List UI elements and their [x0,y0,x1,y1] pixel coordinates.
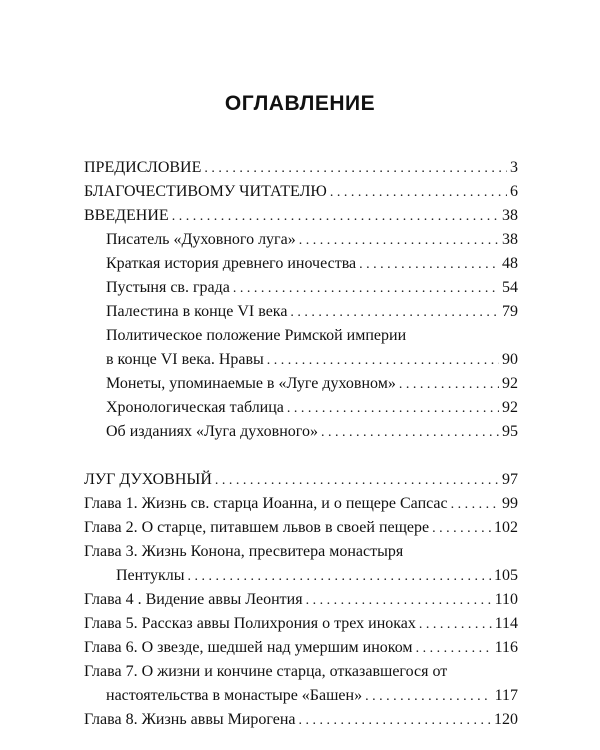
toc-page-number: 3 [510,159,518,176]
toc-chapter[interactable] [84,588,518,612]
dot-leader [233,276,499,301]
toc-page-number: 114 [494,615,518,632]
toc-chapter-line1[interactable] [84,540,518,564]
toc-subentry[interactable] [84,300,518,324]
toc-page-number: 110 [494,591,518,608]
toc-entry-label: Глава 1. Жизнь св. старца Иоанна, и о пещере Сапсас [84,495,448,512]
toc-entry-label: Хронологическая таблица [106,399,284,416]
table-of-contents [84,156,518,732]
toc-entry-label: Монеты, упоминаемые в «Луге духовном» [106,375,396,392]
dot-leader [267,348,499,373]
toc-entry-label: Палестина в конце VI века [106,303,288,320]
toc-page-number: 120 [494,711,518,728]
toc-entry-label: Об изданиях «Луга духовного» [106,423,318,440]
toc-page-number: 38 [502,231,518,248]
dot-leader [419,612,492,637]
toc-subentry[interactable] [84,276,518,300]
dot-leader [330,180,507,205]
toc-chapter[interactable] [84,612,518,636]
toc-entry-label: Глава 4 . Видение аввы Леонтия [84,591,303,608]
dot-leader [299,708,491,733]
dot-leader [416,636,492,661]
dot-leader [365,684,492,709]
toc-chapter[interactable] [84,564,518,588]
toc-entry-label: Глава 2. О старце, питавшем львов в своей пещере [84,519,430,536]
toc-entry-label: Краткая история древнего иночества [106,255,357,272]
toc-page-number: 48 [502,255,518,272]
toc-entry-label: Глава 6. О звезде, шедшей над умершим иноком [84,639,413,656]
dot-leader [204,156,507,181]
toc-entry-label: ЛУГ ДУХОВНЫЙ [84,471,212,488]
toc-page-number: 6 [510,183,518,200]
toc-page-number: 97 [502,471,518,488]
dot-leader [306,588,492,613]
toc-subentry-line1[interactable] [84,324,518,348]
toc-chapter[interactable] [84,636,518,660]
toc-entry-label: Пустыня св. града [106,279,230,296]
toc-entry-label: ВВЕДЕНИЕ [84,207,169,224]
section-gap [84,444,518,468]
toc-chapter[interactable] [84,708,518,732]
toc-entry-main-heading[interactable] [84,468,518,492]
toc-subentry[interactable] [84,252,518,276]
toc-entry-label: Писатель «Духовного луга» [106,231,296,248]
dot-leader [321,420,499,445]
dot-leader [172,204,499,229]
toc-subentry[interactable] [84,372,518,396]
toc-page-number: 79 [502,303,518,320]
dot-leader [432,516,491,541]
toc-page-number: 105 [494,567,518,584]
toc-entry-label-line1: Глава 7. О жизни и кончине старца, отказавшегося от [84,663,448,680]
toc-page-number: 54 [502,279,518,296]
dot-leader [188,564,491,589]
toc-subentry[interactable] [84,396,518,420]
toc-chapter[interactable] [84,492,518,516]
toc-subentry[interactable] [84,348,518,372]
toc-entry-label: Глава 5. Рассказ аввы Полихрония о трех иноках [84,615,416,632]
toc-page-number: 90 [502,351,518,368]
toc-entry-label: Пентуклы [116,567,185,584]
toc-page-number: 116 [494,639,518,656]
dot-leader [359,252,499,277]
dot-leader [399,372,499,397]
toc-page-number: 95 [502,423,518,440]
toc-page-number: 99 [502,495,518,512]
toc-entry-label-line1: Политическое положение Римской империи [106,327,407,344]
toc-subentry[interactable] [84,420,518,444]
toc-page-number: 38 [502,207,518,224]
dot-leader [451,492,499,517]
toc-chapter[interactable] [84,516,518,540]
toc-chapter-line1[interactable] [84,660,518,684]
toc-page-number: 92 [502,399,518,416]
page-title: ОГЛАВЛЕНИЕ [224,92,376,115]
toc-entry-label: ПРЕДИСЛОВИЕ [84,159,202,176]
dot-leader [215,468,499,493]
dot-leader [290,300,499,325]
toc-entry-preface[interactable] [84,156,518,180]
toc-entry-introduction[interactable] [84,204,518,228]
toc-page-number: 92 [502,375,518,392]
toc-chapter[interactable] [84,684,518,708]
toc-page-number: 102 [494,519,518,536]
toc-entry-label: в конце VI века. Нравы [106,351,264,368]
toc-entry-label: БЛАГОЧЕСТИВОМУ ЧИТАТЕЛЮ [84,183,327,200]
toc-page-number: 117 [494,687,518,704]
toc-entry-label: Глава 8. Жизнь аввы Мирогена [84,711,296,728]
toc-entry-label-line1: Глава 3. Жизнь Конона, пресвитера монастыря [84,543,404,560]
dot-leader [299,228,499,253]
dot-leader [287,396,499,421]
toc-entry-to-reader[interactable] [84,180,518,204]
toc-entry-label: настоятельства в монастыре «Башен» [106,687,363,704]
toc-subentry[interactable] [84,228,518,252]
